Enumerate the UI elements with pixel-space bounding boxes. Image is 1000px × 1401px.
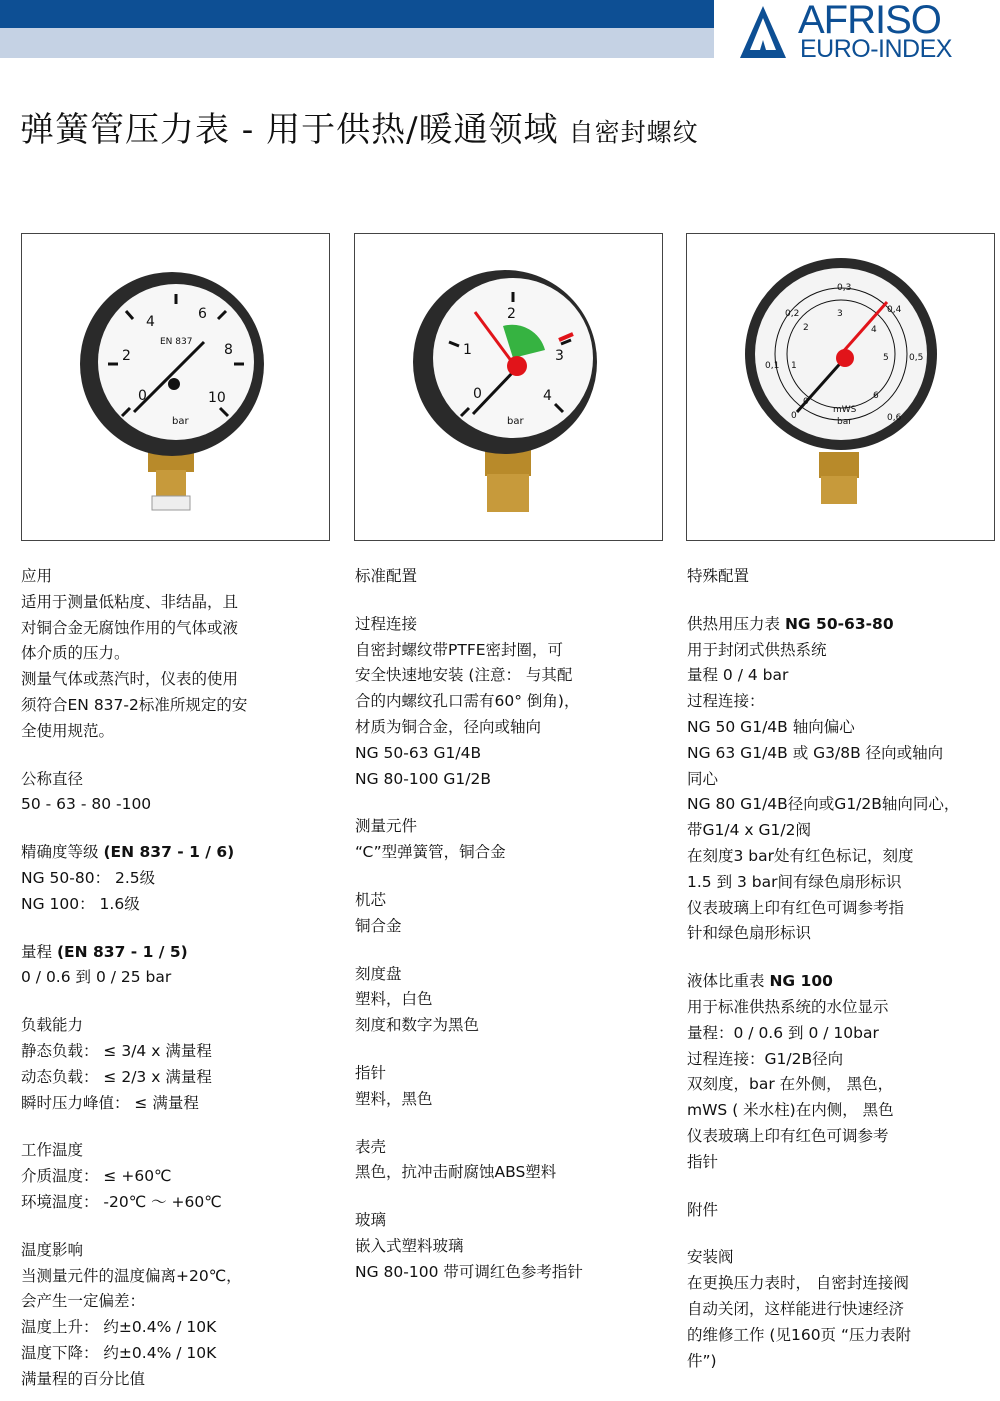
text-line: 件”) (687, 1351, 717, 1370)
text-part: B轴向同心， (871, 795, 960, 814)
section-heading-pointer: 指针 (355, 1063, 387, 1082)
section-heading-accuracy (21, 840, 247, 866)
g3-unit-label: bar (837, 417, 852, 427)
g1-tick-0: 0 (138, 388, 147, 404)
heading-text: 精确度等级 (21, 843, 99, 862)
text-line (687, 818, 959, 844)
g1-unit-label: bar (172, 416, 189, 427)
fraction: 1/2 (455, 769, 481, 788)
text-line: 温度下降： 约±0.4% / 10K (21, 1343, 217, 1362)
text-line: 刻度和数字为黑色 (355, 1016, 480, 1035)
section-heading-heating-gauge (687, 612, 959, 638)
text-line: 50 - 63 - 80 -100 (21, 795, 152, 814)
header-band-light (0, 28, 714, 58)
text-line: 当测量元件的温度偏离+20℃， (21, 1266, 242, 1285)
g3-inner-5: 5 (883, 353, 889, 363)
g3-outer-05: 0,5 (909, 353, 924, 363)
fraction: 2/3 (121, 1067, 147, 1086)
water-level-gauge-illustration (687, 234, 996, 540)
g1-tick-8: 8 (224, 342, 233, 358)
text-line: 嵌入式塑料玻璃 (355, 1236, 464, 1255)
text-line (687, 715, 959, 741)
section-heading-process-connection: 过程连接 (355, 614, 418, 633)
text-line: 仪表玻璃上印有红色可调参考指 (687, 898, 905, 917)
section-heading-case: 表壳 (355, 1137, 387, 1156)
text-line: 同心 (687, 769, 719, 788)
g2-tick-1: 1 (463, 342, 472, 358)
text-part: B 轴向偏心 (777, 717, 855, 736)
g2-tick-4: 4 (543, 388, 552, 404)
heading-standard: (EN 837 - 1 / 5) (56, 942, 188, 961)
text-line: 塑料，黑色 (355, 1089, 433, 1108)
text-line (21, 1039, 247, 1065)
text-line: 瞬时压力峰值： ≤ 满量程 (21, 1093, 199, 1112)
text-line: 安全快速地安装 (注意： 与其配 (355, 666, 573, 685)
text-line: 铜合金 (355, 916, 402, 935)
text-line: 对铜合金无腐蚀作用的气体或液 (21, 618, 239, 637)
title-main: 弹簧管压力表 - 用于供热/暖通领域 (20, 110, 559, 150)
text-part: 过程连接：G (687, 1049, 777, 1068)
heading-text: 供热用压力表 (687, 614, 785, 633)
g3-outer-01: 0,1 (765, 361, 780, 371)
g3-outer-06: 0,6 (887, 413, 902, 423)
text-line: 1.5 到 3 bar间有绿色扇形标识 (687, 872, 902, 891)
text-part: NG 63 G (687, 743, 753, 762)
text-line (355, 767, 583, 793)
text-part: B (480, 769, 491, 788)
section-heading-measuring-element: 测量元件 (355, 817, 418, 836)
section-heading-range (21, 940, 247, 966)
text-line: 过程连接： (687, 692, 765, 711)
heading-text: 量程 (21, 942, 53, 961)
text-line: 适用于测量低粘度、非结晶，且 (21, 592, 239, 611)
text-part: NG 80 G (687, 795, 753, 814)
text-line: 指针 (687, 1152, 719, 1171)
g3-inner-4: 4 (871, 325, 877, 335)
text-line: NG 100： 1.6级 (21, 894, 140, 913)
text-line: 针和绿色扇形标识 (687, 924, 812, 943)
g3-inner-3: 3 (837, 309, 843, 319)
section-heading-accessories: 附件 (687, 1200, 719, 1219)
gauge-photo-3 (686, 233, 995, 541)
text-part: x 满量程 (146, 1067, 212, 1086)
g3-outer-0: 0 (791, 411, 797, 421)
fraction: 1/4 (445, 743, 471, 762)
text-part: NG 50 G (687, 717, 753, 736)
text-line: 黑色，抗冲击耐腐蚀ABS塑料 (355, 1163, 557, 1182)
text-part: 阀 (795, 821, 811, 840)
section-heading-dial: 刻度盘 (355, 964, 402, 983)
text-part: 动态负载： ≤ (21, 1067, 122, 1086)
text-line (687, 792, 959, 818)
g1-tick-6: 6 (198, 306, 207, 322)
text-line: 材质为铜合金，径向或轴向 (355, 717, 542, 736)
text-line (21, 1065, 247, 1091)
g3-unit-inner: mWS (833, 405, 857, 415)
fraction: 1/2 (770, 821, 796, 840)
text-line (687, 741, 959, 767)
text-part: B 径向或轴向 (850, 743, 944, 762)
text-line: 用于标准供热系统的水位显示 (687, 997, 889, 1016)
heading-model: NG 50-63-80 (784, 614, 894, 633)
page-title (20, 102, 699, 151)
text-line: mWS ( 米水柱)在内侧， 黑色 (687, 1101, 894, 1120)
text-line: 测量气体或蒸汽时，仪表的使用 (21, 670, 239, 689)
section-heading-temperature: 工作温度 (21, 1141, 84, 1160)
g1-model-label: EN 837 (160, 337, 193, 347)
text-part: x G (739, 821, 771, 840)
text-line (355, 741, 583, 767)
text-part: 带G (687, 821, 715, 840)
text-line: 自密封螺纹带PTFE密封圈，可 (355, 640, 564, 659)
text-part: B径向或G (777, 795, 847, 814)
g1-tick-4: 4 (146, 314, 155, 330)
g3-inner-2: 2 (803, 323, 809, 333)
text-line (687, 1047, 959, 1073)
text-line: 0 / 0.6 到 0 / 25 bar (21, 968, 172, 987)
fraction: 1/4 (752, 717, 778, 736)
text-part: NG 80-100 G (355, 769, 456, 788)
section-heading-standard: 标准配置 (355, 567, 418, 585)
pressure-gauge-illustration (22, 234, 329, 540)
gauge-photo-2 (354, 233, 663, 541)
g2-tick-0: 0 (473, 386, 482, 402)
text-line: 温度上升： 约±0.4% / 10K (21, 1318, 217, 1337)
section-heading-valve: 安装阀 (687, 1248, 734, 1267)
section-heading-temp-influence: 温度影响 (21, 1240, 84, 1259)
section-heading-movement: 机芯 (355, 890, 387, 909)
text-line: 满量程的百分比值 (21, 1369, 146, 1388)
text-line: 双刻度，bar 在外侧， 黑色， (687, 1075, 894, 1094)
text-line: 自动关闭，这样能进行快速经济 (687, 1299, 905, 1318)
g1-tick-2: 2 (122, 348, 131, 364)
text-line: 在更换压力表时， 自密封连接阀 (687, 1274, 909, 1293)
fraction: 1/2 (846, 795, 872, 814)
text-line: 须符合EN 837-2标准所规定的安 (21, 695, 248, 714)
heating-gauge-illustration (355, 234, 662, 540)
heading-model: NG 100 (769, 972, 833, 991)
g3-inner-6: 6 (873, 391, 879, 401)
g2-unit-label: bar (507, 416, 524, 427)
column-standard-config (355, 564, 583, 1286)
g3-outer-02: 0,2 (785, 309, 800, 319)
heading-text: 液体比重表 (687, 972, 770, 991)
text-line: 塑料，白色 (355, 990, 433, 1009)
text-line: NG 80-100 带可调红色参考指针 (355, 1262, 583, 1281)
g3-outer-03: 0,3 (837, 283, 852, 293)
g1-tick-10: 10 (208, 390, 226, 406)
g3-inner-1: 1 (791, 361, 797, 371)
section-heading-nominal-size: 公称直径 (21, 769, 84, 788)
text-part: B 或 G (777, 743, 826, 762)
afriso-triangle-icon (734, 2, 792, 60)
text-part: B (470, 743, 482, 762)
text-part: NG 50-63 G (355, 743, 446, 762)
logo-euro-index-text: EURO-INDEX (800, 35, 952, 63)
text-line: 在刻度3 bar处有红色标记，刻度 (687, 846, 914, 865)
text-line: 量程：0 / 0.6 到 0 / 10bar (687, 1023, 879, 1042)
text-line: “C”型弹簧管，铜合金 (355, 843, 506, 862)
section-heading-liquid-gauge (687, 969, 959, 995)
title-sub: 自密封螺纹 (568, 118, 699, 147)
g3-outer-04: 0,4 (887, 305, 902, 315)
text-line: 体介质的压力。 (21, 644, 130, 663)
text-part: B径向 (801, 1049, 844, 1068)
column-application (21, 564, 247, 1393)
g2-tick-3: 3 (555, 348, 564, 364)
fraction: 3/8 (825, 743, 851, 762)
section-heading-glass: 玻璃 (355, 1211, 387, 1230)
afriso-logo (734, 2, 996, 62)
text-part: x 满量程 (146, 1041, 212, 1060)
column-special-config (687, 564, 959, 1374)
text-line: 介质温度： ≤ +60℃ (21, 1167, 172, 1186)
heading-standard: (EN 837 - 1 / 6) (103, 843, 235, 862)
text-line: 会产生一定偏差： (21, 1292, 146, 1311)
text-line: 的维修工作 (见160页 “压力表附 (687, 1325, 912, 1344)
section-heading-special: 特殊配置 (687, 567, 750, 585)
logo-afriso-text: AFRISO (798, 0, 941, 42)
text-line: 环境温度： -20℃ ～ +60℃ (21, 1192, 222, 1211)
fraction: 3/4 (121, 1041, 147, 1060)
fraction: 1/2 (776, 1049, 802, 1068)
text-line: 量程 0 / 4 bar (687, 666, 789, 685)
fraction: 1/4 (714, 821, 740, 840)
fraction: 1/4 (752, 743, 778, 762)
section-heading-application: 应用 (21, 567, 53, 585)
text-line: 用于封闭式供热系统 (687, 640, 827, 659)
header-band-dark (0, 0, 714, 28)
text-line: 仪表玻璃上印有红色可调参考 (687, 1126, 889, 1145)
text-line: 全使用规范。 (21, 721, 115, 740)
text-part: 静态负载： ≤ (21, 1041, 122, 1060)
section-heading-load: 负载能力 (21, 1016, 84, 1035)
text-line: 合的内螺纹孔口需有60° 倒角)， (355, 692, 580, 711)
gauge-photo-1 (21, 233, 330, 541)
fraction: 1/4 (752, 795, 778, 814)
text-line: NG 50-80： 2.5级 (21, 868, 156, 887)
g2-tick-2: 2 (507, 306, 516, 322)
